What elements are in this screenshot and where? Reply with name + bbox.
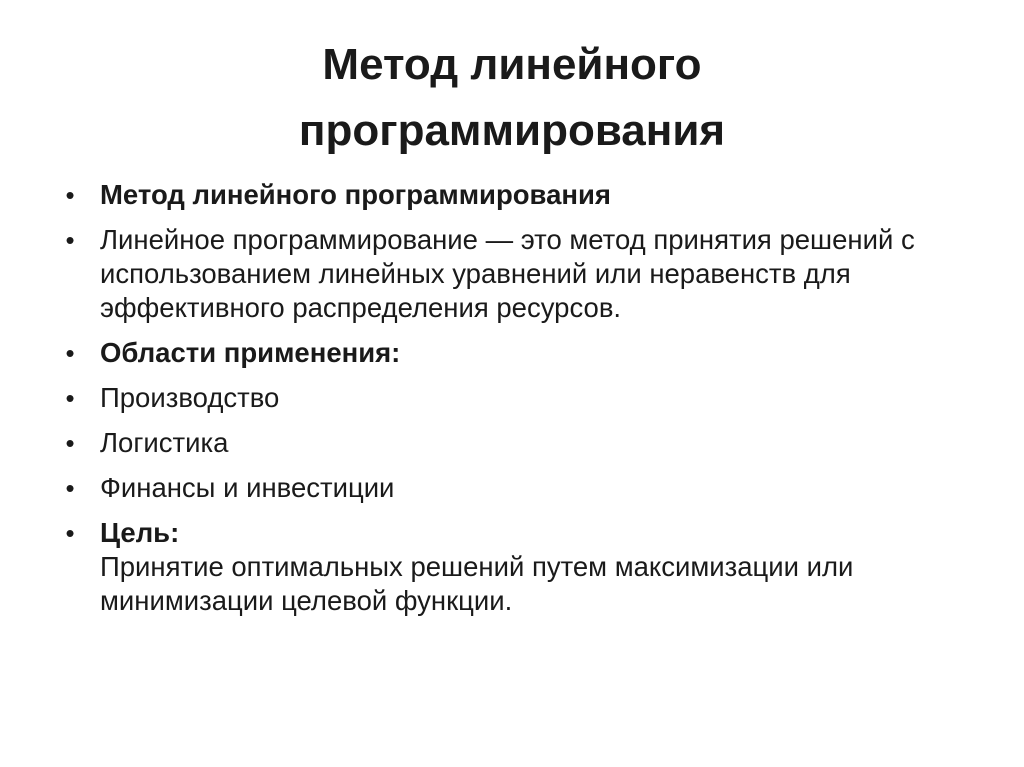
- bullet-item: [60, 516, 960, 618]
- bullet-text: Производство: [100, 382, 280, 413]
- bullet-item: [60, 178, 960, 212]
- slide-title: Метод линейного программирования: [298, 40, 726, 155]
- bullet-icon: •: [65, 338, 75, 368]
- bullet-text: Метод линейного программирования: [100, 179, 611, 210]
- bullet-text: Цель:: [100, 517, 180, 548]
- bullet-icon: •: [65, 225, 75, 255]
- bullet-icon: •: [65, 473, 75, 503]
- bullet-item: [60, 223, 960, 325]
- bullet-subtext: Принятие оптимальных решений путем максимизации или минимизации целевой функции.: [100, 551, 854, 616]
- bullet-icon: •: [65, 383, 75, 413]
- bullet-icon: •: [65, 518, 75, 548]
- bullet-text: Области применения:: [100, 337, 401, 368]
- bullet-item: [60, 336, 960, 370]
- bullet-text: Финансы и инвестиции: [100, 472, 395, 503]
- bullet-text: Логистика: [100, 427, 229, 458]
- bullet-item: [60, 426, 960, 460]
- bullet-item: [60, 471, 960, 505]
- bullet-list: [60, 178, 960, 629]
- bullet-icon: •: [65, 180, 75, 210]
- bullet-icon: •: [65, 428, 75, 458]
- bullet-item: [60, 381, 960, 415]
- bullet-text: Линейное программирование — это метод принятия решений с использованием линейных уравнений или неравенств для эффективного распределения ресурсов.: [100, 224, 915, 323]
